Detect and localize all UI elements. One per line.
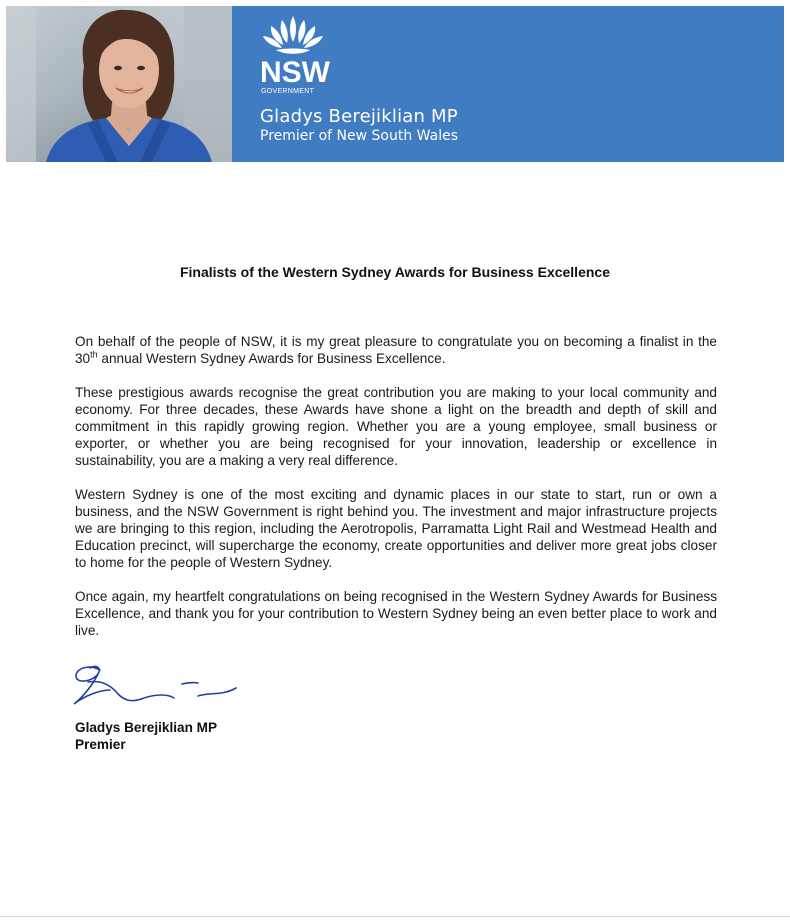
nsw-government-brand xyxy=(258,12,758,157)
portrait-illustration xyxy=(6,6,232,162)
paragraph-2: These prestigious awards recognise the great contribution you are making to your local community and economy. For three decades, these Awards have shone a light on the breadth and depth of skill and commitment in this rapidly growing region. Whether you are a young employee, small business or exporter, or whether you are being recognised for your innovation, leadership or excellence in sustainability, you are a making a very real difference. xyxy=(75,385,717,468)
signatory-title: Premier xyxy=(75,737,126,752)
handwritten-signature xyxy=(70,660,250,716)
letterhead-name: Gladys Berejiklian MP xyxy=(260,106,458,127)
letterhead-banner xyxy=(6,6,784,162)
paragraph-4: Once again, my heartfelt congratulations on being recognised in the Western Sydney Awards for Business Excellence, and thank you for your contribution to Western Sydney being an even better place to work and live. xyxy=(75,589,717,638)
paragraph-1: On behalf of the people of NSW, it is my great pleasure to congratulate you on becoming a finalist in the 30th annual Western Sydney Awards for Business Excellence. xyxy=(75,334,717,366)
government-wordmark: GOVERNMENT xyxy=(261,88,315,95)
premier-portrait xyxy=(6,6,232,162)
page-bottom-rule xyxy=(0,916,790,917)
letter-subject: Finalists of the Western Sydney Awards for Business Excellence xyxy=(179,264,610,280)
ordinal-suffix: th xyxy=(90,349,98,360)
letterhead-title: Premier of New South Wales xyxy=(260,128,458,144)
nsw-wordmark: NSW xyxy=(260,56,330,89)
letter-body xyxy=(75,333,717,656)
waratah-logo-icon xyxy=(258,12,328,58)
paragraph-3: Western Sydney is one of the most exciting and dynamic places in our state to start, run or own a business, and the NSW Government is right behind you. The investment and major infrastructure projects we are bringing to this region, including the Aerotropolis, Parramatta Light Rail and Westmead Health and Education precinct, will supercharge the economy, create opportunities and deliver more great jobs closer to home for the people of Western Sydney. xyxy=(75,487,717,570)
signatory-name: Gladys Berejiklian MP xyxy=(75,720,218,735)
